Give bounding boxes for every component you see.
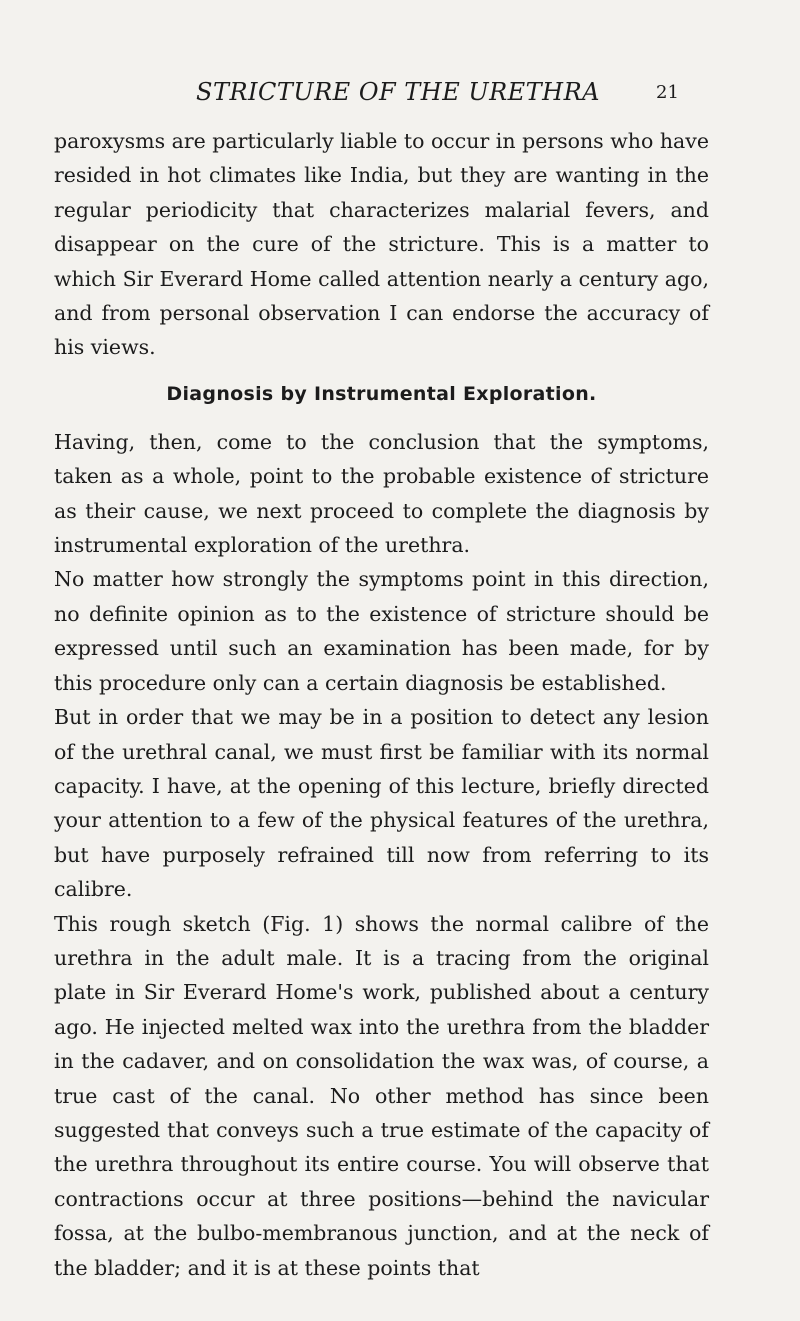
running-header — [0, 78, 800, 108]
paragraph: paroxysms are particularly liable to occur in persons who have resided in hot climates like India, but they are wanting in the regular periodicity that characterizes malarial fevers, and disappear on the cure of the stricture. This is a matter to which Sir Everard Home called attention nearly a century ago, and from personal observation I can endorse the accuracy of his views. — [54, 129, 709, 360]
paragraph: No matter how strongly the symptoms point in this direction, no definite opinion as to the existence of stricture should be expressed until such an examination has been made, for by this procedure only can a certain diagnosis be established. — [54, 567, 709, 695]
paragraph: Having, then, come to the conclusion that the symptoms, taken as a whole, point to the probable existence of stricture as their cause, we next proceed to complete the diagnosis by instrumental exploration of the urethra. — [54, 429, 709, 558]
body-text — [54, 124, 709, 1285]
page-number: 21 — [656, 82, 679, 103]
paragraph: But in order that we may be in a position to detect any lesion of the urethral canal, we must first be familiar with its normal capacity. I have, at the opening of this lecture, briefly directed your attention to a few of the physical features of the urethra, but have purposely refrained till now from referring to its calibre. — [54, 705, 709, 902]
paragraph: This rough sketch (Fig. 1) shows the normal calibre of the urethra in the adult male. It is a tracing from the original plate in Sir Everard Home's work, published about a century ago. He injected melted wax into the urethra from the bladder in the cadaver, and on consolidation the wax was, of course, a true cast of the canal. No other method has since been suggested that conveys such a true estimate of the capacity of the urethra throughout its entire course. You will observe that contractions occur at three positions—behind the navicular fossa, at the bulbo-membranous junction, and at the neck of the bladder; and it is at these points that — [54, 911, 709, 1280]
running-title: STRICTURE OF THE URETHRA — [196, 78, 601, 106]
section-heading: Diagnosis by Instrumental Exploration. — [166, 382, 597, 405]
